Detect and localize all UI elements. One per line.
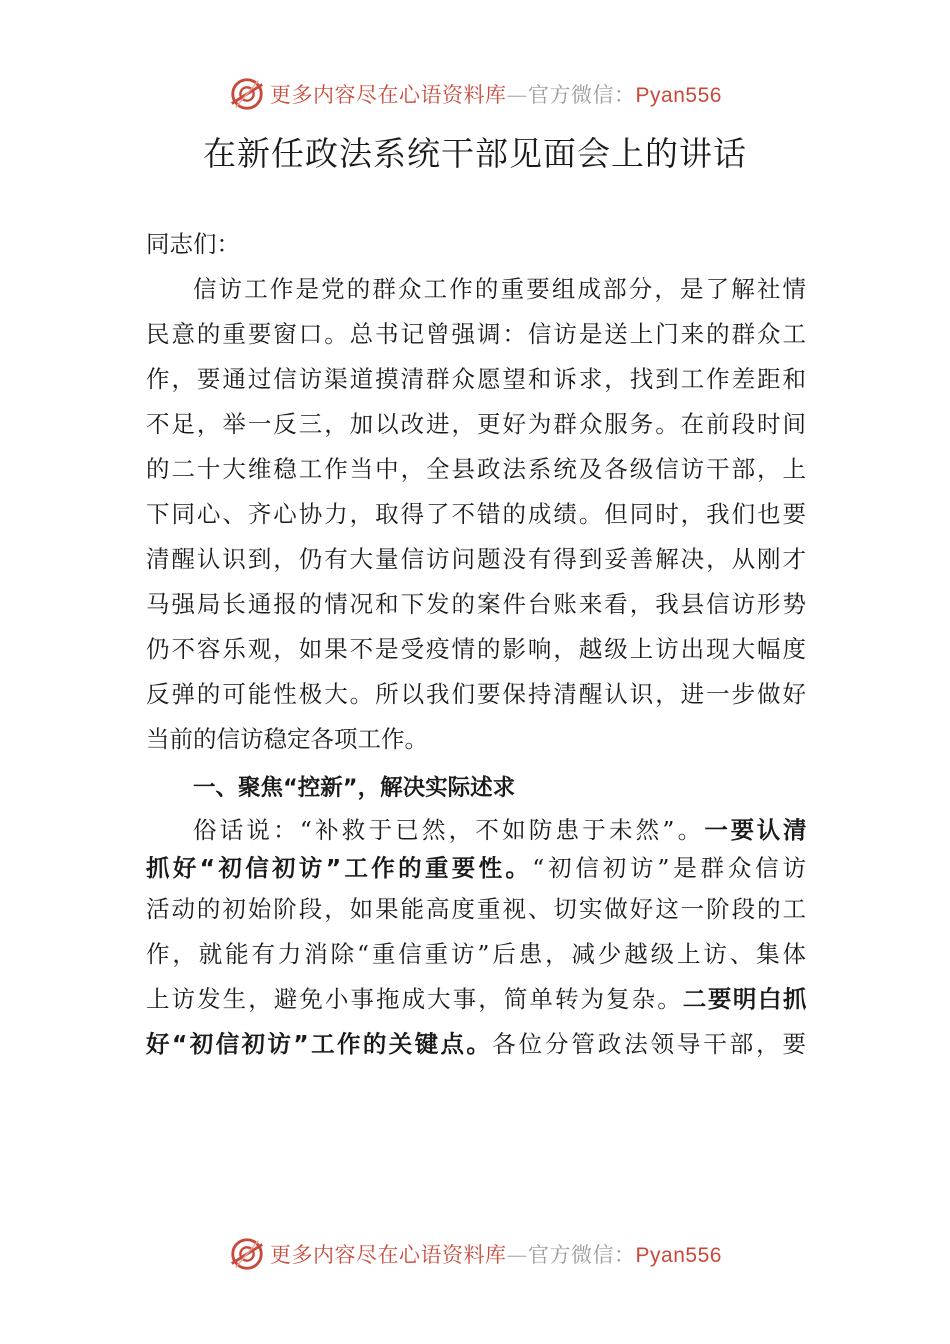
- text-bold: 二要明白抓: [682, 985, 806, 1013]
- paragraph-line: 信访工作是党的群众工作的重要组成部分，是了解社情: [193, 275, 806, 303]
- paragraph-line: [146, 811, 806, 849]
- watermark-footer: [0, 1232, 950, 1276]
- section-heading: 一、聚焦“控新”，解决实际述求: [193, 775, 516, 801]
- text-normal: 俗话说：“补救于已然，不如防患于未然”。: [193, 816, 705, 844]
- paragraph-line: 清醒认识到，仍有大量信访问题没有得到妥善解决，从刚才: [146, 545, 806, 573]
- paragraph-line: 民意的重要窗口。总书记曾强调：信访是送上门来的群众工: [146, 320, 806, 348]
- watermark-handle: Pyan556: [635, 84, 722, 107]
- paragraph-line: [146, 1022, 806, 1067]
- document-body: [146, 222, 806, 1067]
- paragraph-line: 仍不容乐观，如果不是受疫情的影响，越级上访出现大幅度: [146, 635, 806, 663]
- watermark-brand: 更多内容尽在心语资料库: [270, 83, 507, 107]
- watermark-official: 官方微信：: [528, 83, 636, 107]
- watermark-separator: —: [506, 1243, 529, 1267]
- watermark-official: 官方微信：: [528, 1243, 636, 1267]
- text-bold: 好“初信初访”工作的关键点。: [146, 1030, 493, 1058]
- watermark-header: [0, 72, 950, 116]
- watermark-text: [270, 1239, 722, 1269]
- paragraph-line: [146, 849, 806, 887]
- text-normal: 上访发生，避免小事拖成大事，简单转为复杂。: [146, 985, 683, 1013]
- watermark-handle: Pyan556: [635, 1244, 722, 1267]
- paragraph-line: 下同心、齐心协力，取得了不错的成绩。但同时，我们也要: [146, 500, 806, 528]
- paragraph-line: 的二十大维稳工作当中，全县政法系统及各级信访干部，上: [146, 455, 806, 483]
- salutation: 同志们：: [146, 230, 240, 258]
- brand-logo-icon: [228, 75, 266, 113]
- document-title: 在新任政法系统干部见面会上的讲话: [203, 134, 747, 173]
- watermark-text: [270, 79, 722, 109]
- paragraph-line: 活动的初始阶段，如果能高度重视、切实做好这一阶段的工: [146, 895, 806, 923]
- paragraph-line: 马强局长通报的情况和下发的案件台账来看，我县信访形势: [146, 590, 806, 618]
- text-bold: 抓好“初信初访”工作的重要性。: [146, 854, 533, 882]
- text-normal: “初信初访”是群众信访: [532, 854, 806, 882]
- paragraph-line: 当前的信访稳定各项工作。: [146, 725, 428, 753]
- watermark-brand: 更多内容尽在心语资料库: [270, 1243, 507, 1267]
- paragraph-line: 不足，举一反三，加以改进，更好为群众服务。在前段时间: [146, 410, 806, 438]
- watermark-separator: —: [506, 83, 529, 107]
- paragraph-line: 作，就能有力消除“重信重访”后患，减少越级上访、集体: [146, 940, 806, 968]
- brand-logo-icon: [228, 1235, 266, 1273]
- text-bold: 一要认清: [704, 816, 806, 844]
- paragraph-line: [146, 977, 806, 1022]
- text-normal: 各位分管政法领导干部，要: [492, 1030, 806, 1058]
- paragraph-line: 反弹的可能性极大。所以我们要保持清醒认识，进一步做好: [146, 680, 806, 708]
- paragraph-line: 作，要通过信访渠道摸清群众愿望和诉求，找到工作差距和: [146, 365, 806, 393]
